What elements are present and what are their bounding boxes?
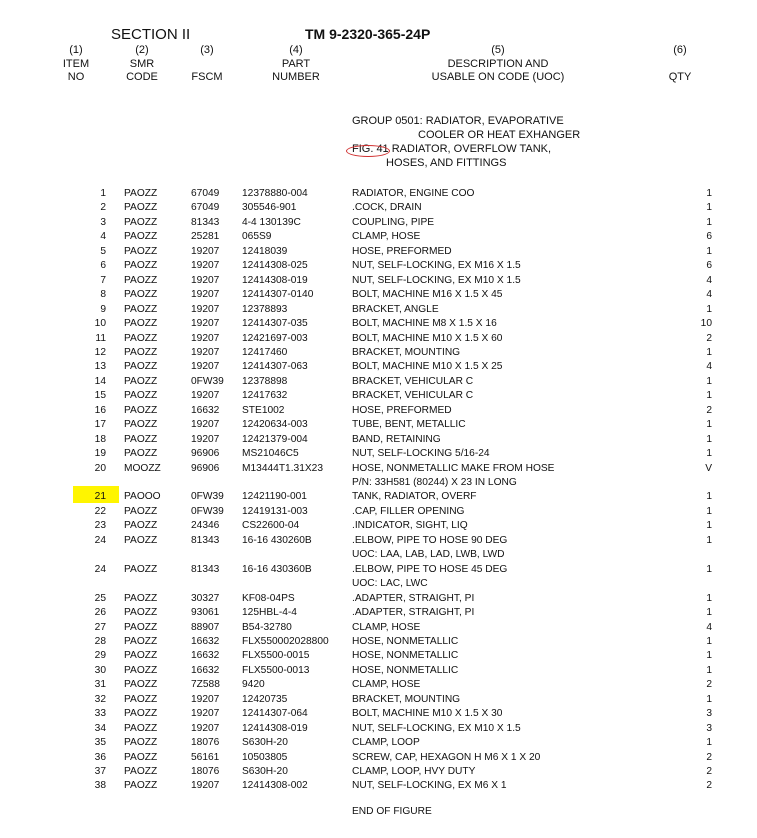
cell-desc: .ADAPTER, STRAIGHT, PI — [352, 592, 475, 604]
cell-pn: S630H-20 — [242, 737, 288, 749]
cell-smr: PAOZZ — [124, 188, 158, 199]
cell-item: 1 — [100, 188, 106, 199]
cell-desc: HOSE, NONMETALLIC MAKE FROM HOSE — [352, 462, 555, 474]
cell-desc: HOSE, PREFORMED — [352, 245, 452, 257]
cell-pn: FLX550002028800 — [242, 635, 329, 647]
cell-qty: 6 — [706, 231, 712, 243]
cell-fscm: 16632 — [191, 404, 220, 416]
table-row — [0, 679, 757, 693]
group-heading-line-1: GROUP 0501: RADIATOR, EVAPORATIVE — [352, 115, 564, 127]
table-row — [0, 405, 757, 419]
cell-fscm: 24346 — [191, 520, 220, 532]
cell-item: 12 — [94, 346, 106, 358]
cell-smr: PAOZZ — [124, 216, 158, 228]
cell-pn: 12420634-003 — [242, 419, 308, 431]
cell-desc: SCREW, CAP, HEXAGON H M6 X 1 X 20 — [352, 751, 541, 763]
cell-qty: 1 — [706, 664, 712, 676]
cell-smr: PAOZZ — [124, 635, 158, 647]
cell-item: 9 — [100, 303, 106, 315]
cell-desc: .ELBOW, PIPE TO HOSE 45 DEG — [352, 563, 508, 575]
cell-item: 21 — [94, 491, 106, 503]
cell-fscm: 18076 — [191, 737, 220, 749]
cell-item: 22 — [94, 505, 106, 517]
cell-desc: HOSE, PREFORMED — [352, 404, 452, 416]
cell-item: 32 — [94, 693, 106, 705]
cell-smr: PAOZZ — [124, 245, 158, 257]
cell-item: 27 — [94, 621, 106, 633]
cell-smr: MOOZZ — [124, 462, 161, 474]
cell-desc: BRACKET, VEHICULAR C — [352, 375, 474, 387]
cell-desc: BRACKET, ANGLE — [352, 303, 439, 315]
cell-pn: 12421697-003 — [242, 332, 308, 344]
cell-desc: .INDICATOR, SIGHT, LIQ — [352, 520, 468, 532]
table-row — [0, 246, 757, 260]
cell-desc: UOC: LAC, LWC — [352, 578, 428, 590]
table-row — [0, 231, 757, 245]
cell-pn: 12417460 — [242, 346, 288, 358]
cell-qty: 3 — [706, 722, 712, 734]
cell-smr: PAOZZ — [124, 318, 158, 330]
cell-fscm: 96906 — [191, 448, 220, 460]
cell-smr: PAOZZ — [124, 390, 158, 402]
cell-fscm: 19207 — [191, 318, 220, 330]
cell-item: 38 — [94, 780, 106, 792]
cell-desc: .ELBOW, PIPE TO HOSE 90 DEG — [352, 534, 508, 546]
cell-smr: PAOZZ — [124, 563, 158, 575]
table-row — [0, 593, 757, 607]
cell-qty: 4 — [706, 274, 712, 286]
cell-smr: PAOZZ — [124, 448, 158, 460]
table-row — [0, 477, 757, 491]
cell-desc: BOLT, MACHINE M10 X 1.5 X 60 — [352, 332, 503, 344]
table-row — [0, 549, 757, 563]
cell-item: 14 — [94, 375, 106, 387]
cell-smr: PAOZZ — [124, 592, 158, 604]
cell-smr: PAOZZ — [124, 708, 158, 720]
table-row — [0, 434, 757, 448]
col-header-part-number: (4) PART NUMBER — [272, 44, 320, 83]
cell-desc: .ADAPTER, STRAIGHT, PI — [352, 607, 475, 619]
cell-qty: 1 — [706, 433, 712, 445]
col-header-fscm: (3) FSCM — [191, 44, 223, 83]
cell-pn: 12378893 — [242, 303, 288, 315]
cell-fscm: 0FW39 — [191, 491, 224, 503]
cell-desc: CLAMP, HOSE — [352, 621, 421, 633]
cell-qty: 4 — [706, 621, 712, 633]
cell-pn: 4-4 130139C — [242, 216, 301, 228]
cell-qty: 1 — [706, 390, 712, 402]
cell-desc: BOLT, MACHINE M16 X 1.5 X 45 — [352, 289, 503, 301]
cell-qty: 1 — [706, 592, 712, 604]
cell-pn: 12414307-035 — [242, 318, 308, 330]
cell-fscm: 19207 — [191, 361, 220, 373]
table-row — [0, 694, 757, 708]
cell-fscm: 88907 — [191, 621, 220, 633]
cell-pn: 12417632 — [242, 390, 288, 402]
cell-qty: 2 — [706, 780, 712, 792]
cell-pn: 125HBL-4-4 — [242, 607, 297, 619]
cell-desc: CLAMP, LOOP, HVY DUTY — [352, 766, 476, 777]
cell-item: 19 — [94, 448, 106, 460]
cell-fscm: 16632 — [191, 635, 220, 647]
cell-pn: FLX5500-0013 — [242, 664, 310, 676]
cell-smr: PAOZZ — [124, 737, 158, 749]
cell-item: 15 — [94, 390, 106, 402]
cell-desc: P/N: 33H581 (80244) X 23 IN LONG — [352, 477, 517, 488]
cell-fscm: 19207 — [191, 245, 220, 257]
cell-pn: M13444T1.31X23 — [242, 462, 323, 474]
cell-item: 28 — [94, 635, 106, 647]
cell-fscm: 18076 — [191, 766, 220, 777]
cell-pn: 12420735 — [242, 693, 288, 705]
cell-item: 18 — [94, 433, 106, 445]
cell-desc: .CAP, FILLER OPENING — [352, 505, 465, 517]
cell-pn: 12414308-002 — [242, 780, 308, 792]
cell-qty: 4 — [706, 361, 712, 373]
cell-item: 10 — [94, 318, 106, 330]
cell-smr: PAOZZ — [124, 289, 158, 301]
cell-smr: PAOZZ — [124, 664, 158, 676]
cell-desc: BAND, RETAINING — [352, 433, 441, 445]
table-row — [0, 622, 757, 636]
cell-fscm: 81343 — [191, 534, 220, 546]
cell-qty: 1 — [706, 419, 712, 431]
cell-qty: 1 — [706, 202, 712, 214]
cell-desc: HOSE, NONMETALLIC — [352, 635, 459, 647]
table-row — [0, 217, 757, 231]
cell-smr: PAOZZ — [124, 520, 158, 532]
cell-desc: RADIATOR, ENGINE COO — [352, 188, 475, 199]
cell-fscm: 67049 — [191, 188, 220, 199]
cell-qty: 1 — [706, 534, 712, 546]
table-row — [0, 723, 757, 737]
cell-smr: PAOZZ — [124, 361, 158, 373]
cell-fscm: 19207 — [191, 289, 220, 301]
cell-item: 5 — [100, 245, 106, 257]
cell-item: 35 — [94, 737, 106, 749]
cell-smr: PAOZZ — [124, 303, 158, 315]
cell-fscm: 19207 — [191, 433, 220, 445]
cell-smr: PAOZZ — [124, 780, 158, 792]
cell-desc: NUT, SELF-LOCKING 5/16-24 — [352, 448, 490, 460]
cell-item: 11 — [95, 332, 106, 344]
table-row — [0, 636, 757, 650]
cell-item: 26 — [94, 607, 106, 619]
cell-item: 17 — [94, 419, 106, 431]
cell-qty: 2 — [706, 751, 712, 763]
tm-number: TM 9-2320-365-24P — [305, 26, 431, 42]
cell-smr: PAOZZ — [124, 621, 158, 633]
cell-desc: .COCK, DRAIN — [352, 202, 422, 214]
cell-qty: 1 — [706, 693, 712, 705]
cell-qty: 1 — [706, 650, 712, 662]
cell-pn: 12414307-063 — [242, 361, 308, 373]
cell-pn: 16-16 430260B — [242, 534, 312, 546]
cell-fscm: 19207 — [191, 780, 220, 792]
cell-pn: S630H-20 — [242, 766, 288, 777]
cell-item: 4 — [100, 231, 106, 243]
cell-desc: CLAMP, LOOP — [352, 737, 420, 749]
cell-fscm: 19207 — [191, 332, 220, 344]
cell-desc: BRACKET, VEHICULAR C — [352, 390, 474, 402]
cell-pn: CS22600-04 — [242, 520, 300, 532]
cell-smr: PAOZZ — [124, 650, 158, 662]
cell-fscm: 96906 — [191, 462, 220, 474]
cell-item: 33 — [94, 708, 106, 720]
group-heading-line-2: COOLER OR HEAT EXHANGER — [418, 129, 581, 141]
cell-desc: NUT, SELF-LOCKING, EX M16 X 1.5 — [352, 260, 521, 272]
cell-fscm: 19207 — [191, 274, 220, 286]
cell-desc: TANK, RADIATOR, OVERF — [352, 491, 477, 503]
cell-pn: 12414308-019 — [242, 274, 308, 286]
cell-qty: 4 — [706, 289, 712, 301]
table-row — [0, 304, 757, 318]
cell-qty: 1 — [706, 245, 712, 257]
annotation-circle — [346, 145, 390, 157]
cell-item: 8 — [100, 289, 106, 301]
cell-pn: FLX5500-0015 — [242, 650, 310, 662]
cell-desc: HOSE, NONMETALLIC — [352, 664, 459, 676]
cell-desc: BRACKET, MOUNTING — [352, 346, 461, 358]
section-title: SECTION II — [111, 26, 191, 43]
cell-smr: PAOZZ — [124, 231, 158, 243]
cell-qty: 2 — [706, 679, 712, 691]
cell-qty: 2 — [706, 766, 712, 777]
cell-pn: 12378898 — [242, 375, 288, 387]
cell-item: 2 — [100, 202, 106, 214]
cell-qty: 1 — [706, 491, 712, 503]
cell-item: 36 — [94, 751, 106, 763]
cell-desc: NUT, SELF-LOCKING, EX M6 X 1 — [352, 780, 507, 792]
cell-smr: PAOZZ — [124, 505, 158, 517]
table-row — [0, 347, 757, 361]
cell-smr: PAOZZ — [124, 679, 158, 691]
cell-pn: KF08-04PS — [242, 592, 295, 604]
table-row — [0, 607, 757, 621]
cell-pn: B54-32780 — [242, 621, 292, 633]
cell-item: 23 — [94, 520, 106, 532]
table-row — [0, 578, 757, 592]
table-row — [0, 564, 757, 578]
cell-desc: NUT, SELF-LOCKING, EX M10 X 1.5 — [352, 722, 521, 734]
cell-fscm: 7Z588 — [191, 679, 220, 691]
cell-item: 3 — [100, 216, 106, 228]
cell-qty: V — [705, 462, 712, 474]
cell-fscm: 67049 — [191, 202, 220, 214]
cell-item: 13 — [94, 361, 106, 373]
cell-qty: 1 — [706, 346, 712, 358]
table-row — [0, 419, 757, 433]
table-row — [0, 520, 757, 534]
cell-desc: HOSE, NONMETALLIC — [352, 650, 459, 662]
cell-fscm: 19207 — [191, 708, 220, 720]
cell-item: 25 — [94, 592, 106, 604]
table-row — [0, 463, 757, 477]
cell-pn: 12414307-064 — [242, 708, 308, 720]
cell-pn: STE1002 — [242, 404, 285, 416]
cell-qty: 1 — [706, 607, 712, 619]
table-row — [0, 361, 757, 375]
cell-pn: 12421379-004 — [242, 433, 308, 445]
cell-pn: 065S9 — [242, 231, 272, 243]
cell-desc: BRACKET, MOUNTING — [352, 693, 461, 705]
cell-smr: PAOZZ — [124, 607, 158, 619]
table-row — [0, 275, 757, 289]
cell-pn: 9420 — [242, 679, 265, 691]
table-row — [0, 260, 757, 274]
cell-fscm: 19207 — [191, 390, 220, 402]
cell-fscm: 19207 — [191, 693, 220, 705]
table-row — [0, 491, 757, 505]
cell-smr: PAOOO — [124, 491, 161, 503]
cell-qty: 1 — [706, 375, 712, 387]
cell-qty: 1 — [706, 635, 712, 647]
cell-smr: PAOZZ — [124, 722, 158, 734]
table-row — [0, 448, 757, 462]
cell-qty: 1 — [706, 737, 712, 749]
cell-smr: PAOZZ — [124, 346, 158, 358]
table-row — [0, 665, 757, 679]
cell-item: 31 — [94, 679, 106, 691]
cell-desc: BOLT, MACHINE M10 X 1.5 X 25 — [352, 361, 503, 373]
cell-fscm: 25281 — [191, 231, 220, 243]
cell-smr: PAOZZ — [124, 332, 158, 344]
cell-desc: NUT, SELF-LOCKING, EX M10 X 1.5 — [352, 274, 521, 286]
cell-qty: 1 — [706, 520, 712, 532]
table-row — [0, 188, 757, 202]
cell-smr: PAOZZ — [124, 751, 158, 763]
cell-fscm: 19207 — [191, 260, 220, 272]
cell-fscm: 56161 — [191, 751, 220, 763]
cell-smr: PAOZZ — [124, 433, 158, 445]
cell-pn: 12418039 — [242, 245, 288, 257]
cell-pn: 12419131-003 — [242, 505, 308, 517]
table-row — [0, 333, 757, 347]
table-row — [0, 650, 757, 664]
cell-qty: 1 — [706, 563, 712, 575]
cell-desc: TUBE, BENT, METALLIC — [352, 419, 466, 431]
col-header-description: (5) DESCRIPTION AND USABLE ON CODE (UOC) — [431, 44, 565, 83]
cell-fscm: 16632 — [191, 664, 220, 676]
col-header-smr-code: (2) SMR CODE — [126, 44, 158, 83]
table-row — [0, 376, 757, 390]
table-row — [0, 202, 757, 216]
col-header-qty: (6) QTY — [668, 44, 692, 83]
cell-desc: CLAMP, HOSE — [352, 679, 421, 691]
cell-fscm: 19207 — [191, 419, 220, 431]
cell-smr: PAOZZ — [124, 693, 158, 705]
cell-pn: 10503805 — [242, 751, 288, 763]
cell-smr: PAOZZ — [124, 419, 158, 431]
table-row — [0, 318, 757, 332]
cell-smr: PAOZZ — [124, 534, 158, 546]
cell-item: 6 — [100, 260, 106, 272]
figure-heading: FIG. 41 RADIATOR, OVERFLOW TANK, — [352, 143, 552, 155]
end-of-figure: END OF FIGURE — [352, 806, 432, 817]
table-row — [0, 289, 757, 303]
cell-fscm: 19207 — [191, 346, 220, 358]
cell-smr: PAOZZ — [124, 202, 158, 214]
table-row — [0, 708, 757, 722]
cell-item: 37 — [94, 766, 106, 777]
cell-item: 29 — [94, 650, 106, 662]
cell-fscm: 19207 — [191, 303, 220, 315]
cell-fscm: 81343 — [191, 216, 220, 228]
table-row — [0, 737, 757, 751]
col-header-item-no: (1) ITEM NO — [62, 44, 90, 83]
cell-smr: PAOZZ — [124, 375, 158, 387]
cell-fscm: 19207 — [191, 722, 220, 734]
cell-qty: 1 — [706, 303, 712, 315]
cell-smr: PAOZZ — [124, 274, 158, 286]
cell-smr: PAOZZ — [124, 260, 158, 272]
cell-item: 30 — [94, 664, 106, 676]
table-row — [0, 766, 757, 780]
cell-qty: 10 — [700, 318, 712, 330]
cell-item: 34 — [94, 722, 106, 734]
cell-item: 24 — [94, 534, 106, 546]
cell-desc: COUPLING, PIPE — [352, 216, 435, 228]
cell-desc: BOLT, MACHINE M8 X 1.5 X 16 — [352, 318, 497, 330]
cell-fscm: 16632 — [191, 650, 220, 662]
cell-desc: CLAMP, HOSE — [352, 231, 421, 243]
cell-qty: 1 — [706, 448, 712, 460]
cell-pn: 305546-901 — [242, 202, 297, 214]
cell-pn: 16-16 430360B — [242, 563, 312, 575]
cell-pn: 12414307-0140 — [242, 289, 314, 301]
cell-pn: MS21046C5 — [242, 448, 299, 460]
cell-desc: BOLT, MACHINE M10 X 1.5 X 30 — [352, 708, 503, 720]
cell-pn: 12414308-025 — [242, 260, 308, 272]
cell-pn: 12378880-004 — [242, 188, 308, 199]
cell-qty: 1 — [706, 188, 712, 199]
cell-qty: 1 — [706, 216, 712, 228]
cell-item: 16 — [94, 404, 106, 416]
cell-pn: 12421190-001 — [242, 491, 307, 503]
cell-item: 7 — [100, 274, 106, 286]
cell-fscm: 93061 — [191, 607, 220, 619]
table-row — [0, 390, 757, 404]
cell-qty: 2 — [706, 332, 712, 344]
cell-qty: 6 — [706, 260, 712, 272]
cell-smr: PAOZZ — [124, 766, 158, 777]
table-row — [0, 535, 757, 549]
table-row — [0, 752, 757, 766]
cell-fscm: 0FW39 — [191, 375, 224, 387]
cell-fscm: 30327 — [191, 592, 220, 604]
table-row — [0, 506, 757, 520]
cell-item: 20 — [94, 462, 106, 474]
cell-item: 24 — [94, 563, 106, 575]
cell-pn: 12414308-019 — [242, 722, 308, 734]
cell-smr: PAOZZ — [124, 404, 158, 416]
table-row — [0, 780, 757, 794]
cell-qty: 3 — [706, 708, 712, 720]
cell-fscm: 0FW39 — [191, 505, 224, 517]
cell-fscm: 81343 — [191, 563, 220, 575]
group-heading-line-4: HOSES, AND FITTINGS — [386, 157, 507, 169]
cell-qty: 2 — [706, 404, 712, 416]
cell-qty: 1 — [706, 505, 712, 517]
cell-desc: UOC: LAA, LAB, LAD, LWB, LWD — [352, 549, 505, 561]
